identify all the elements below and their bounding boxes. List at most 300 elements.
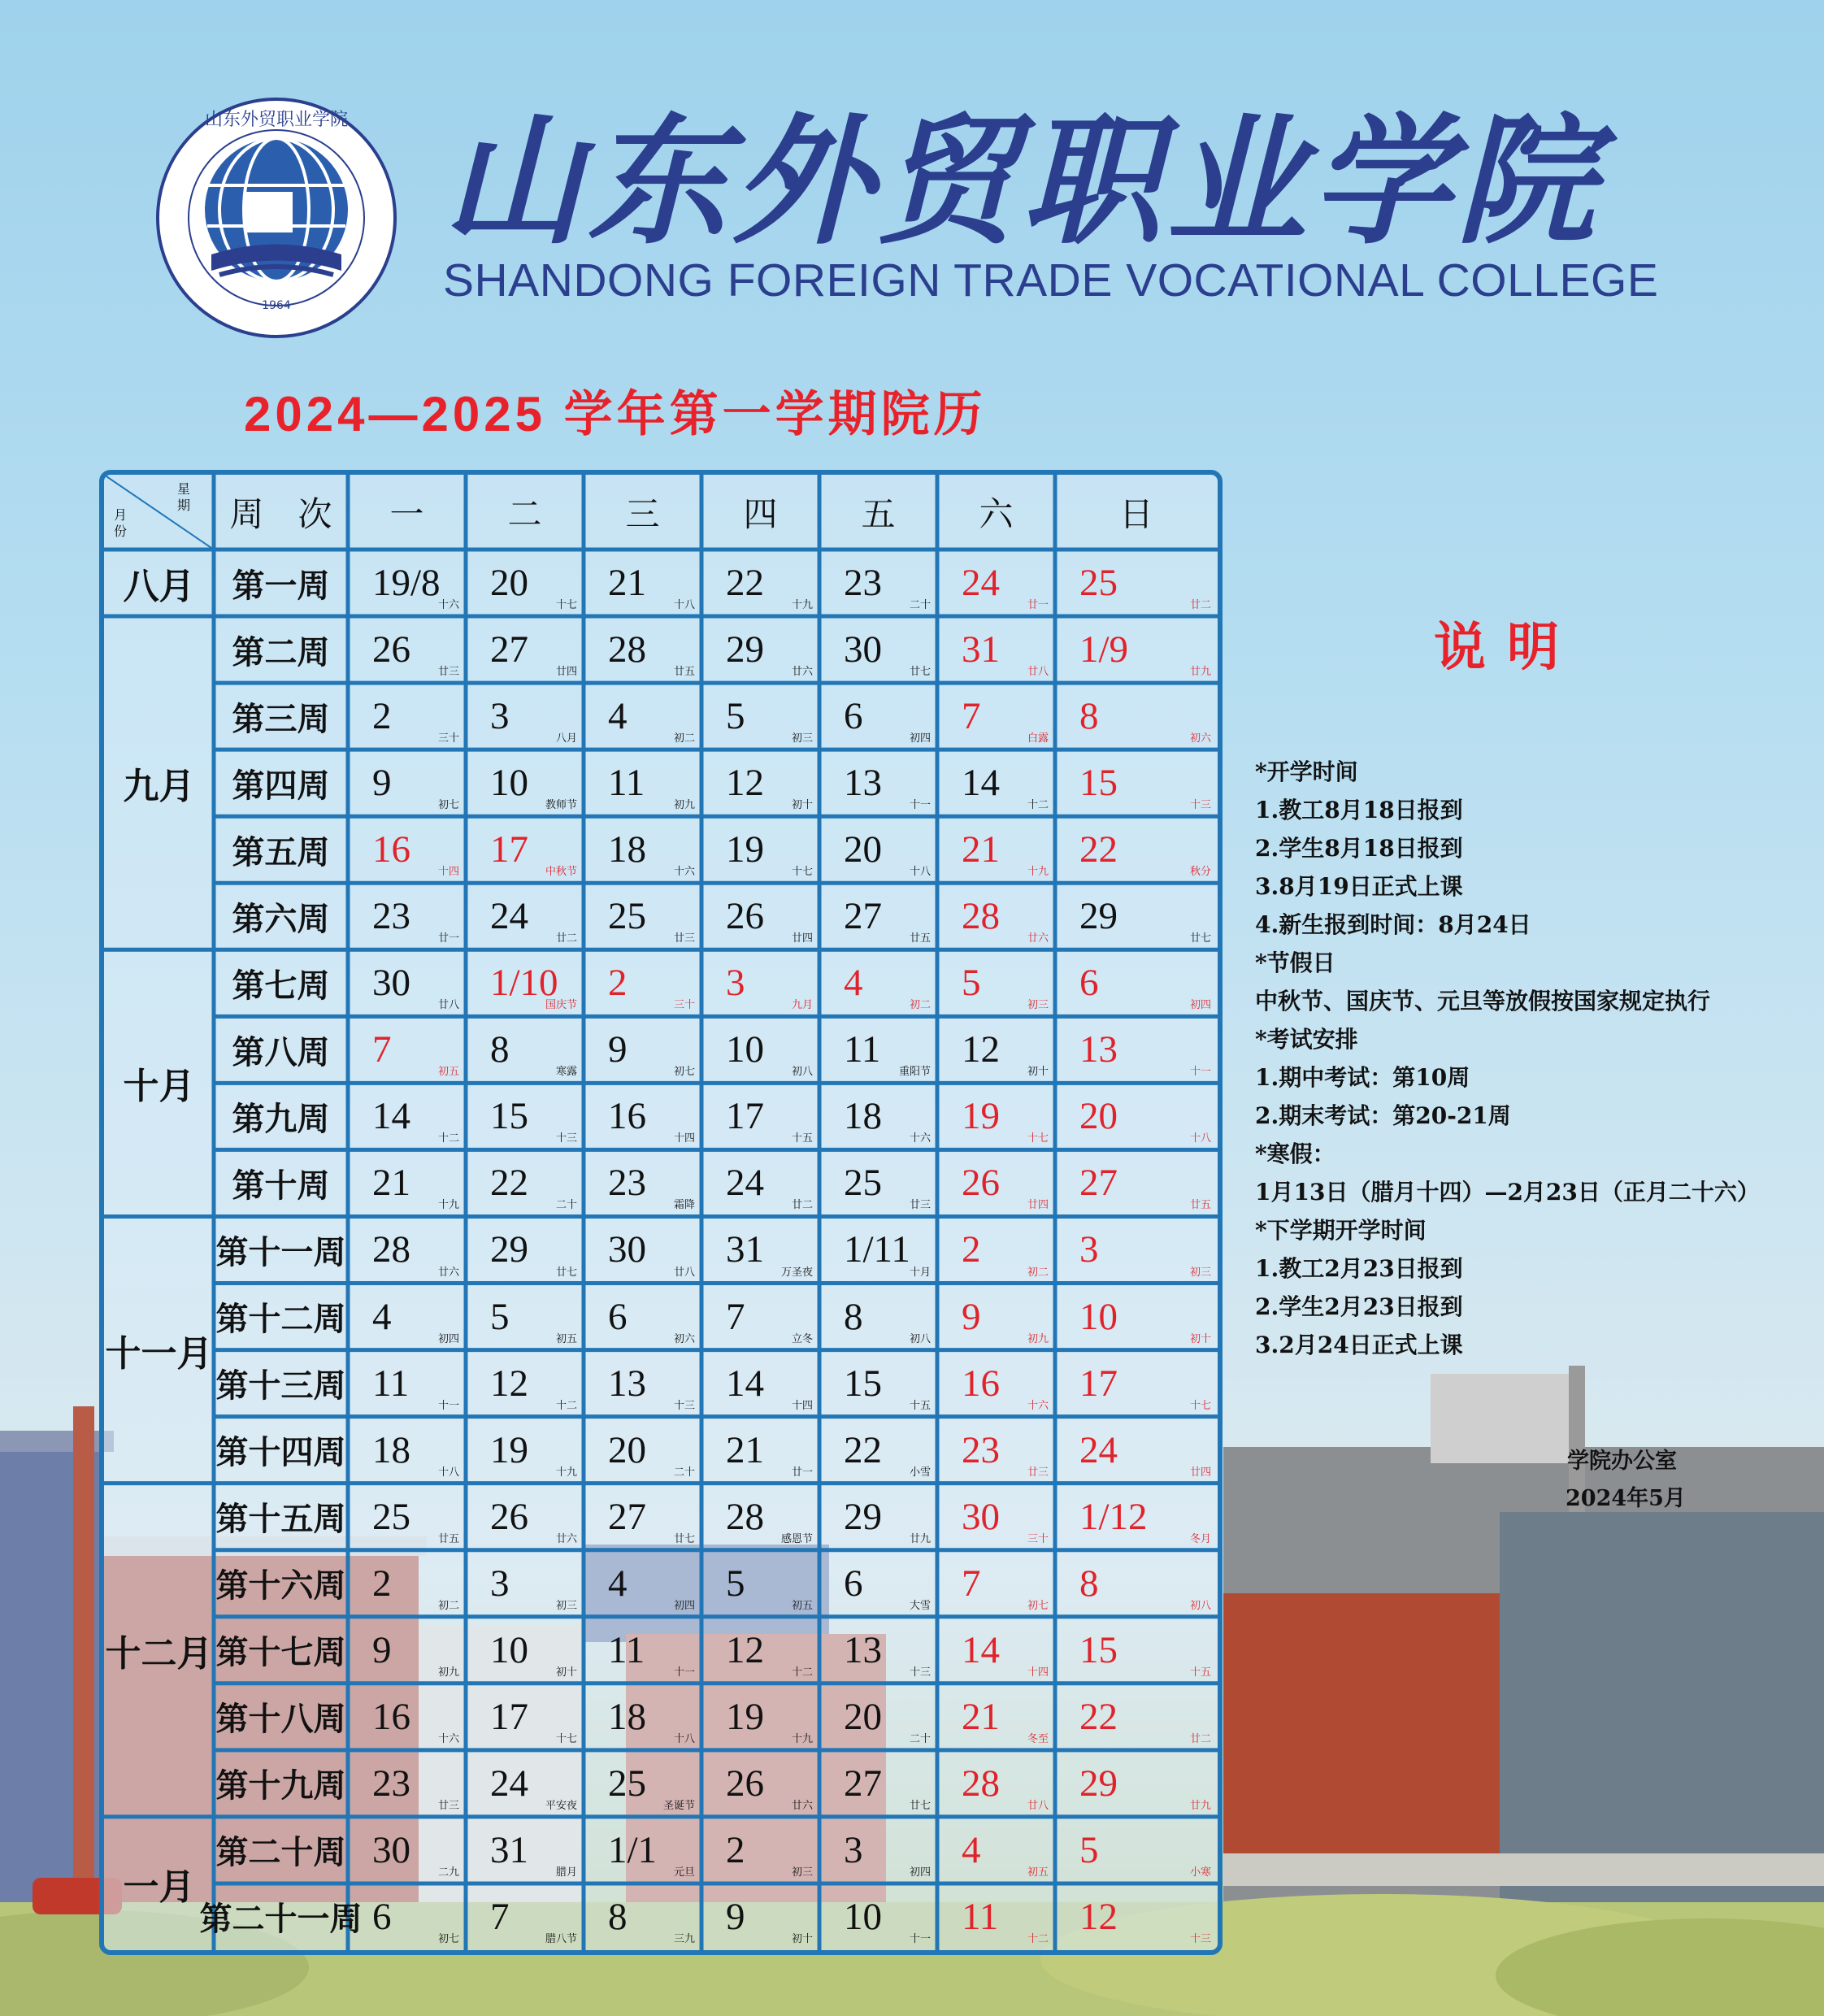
day-date: 25 — [372, 1495, 410, 1538]
day-lunar: 廿三 — [1027, 1466, 1049, 1479]
day-date: 20 — [844, 1695, 882, 1738]
day-cell — [726, 1617, 816, 1684]
note-line: 2.学生2月23日报到 — [1255, 1293, 1463, 1320]
day-lunar: 冬月 — [1189, 1532, 1211, 1545]
day-lunar: 十二 — [555, 1399, 577, 1412]
day-cell — [726, 1484, 816, 1550]
day-cell — [372, 616, 463, 683]
day-cell — [372, 1016, 463, 1083]
day-date: 23 — [372, 1762, 410, 1805]
day-date: 6 — [608, 1295, 628, 1338]
day-date: 20 — [844, 828, 882, 871]
day-date: 31 — [726, 1228, 764, 1271]
day-cell — [372, 1750, 463, 1817]
day-cell — [1079, 1883, 1214, 1950]
day-lunar: 十三 — [1189, 799, 1211, 812]
day-date: 10 — [1079, 1295, 1118, 1338]
day-lunar: 二十 — [909, 599, 931, 612]
day-lunar: 腊八节 — [545, 1932, 577, 1945]
day-date: 11 — [962, 1895, 999, 1938]
day-date: 20 — [1079, 1095, 1118, 1138]
signature-org: 学院办公室 — [1567, 1449, 1677, 1474]
day-cell — [372, 1684, 463, 1750]
day-cell — [962, 550, 1052, 616]
day-lunar: 初七 — [673, 1066, 695, 1079]
day-cell — [372, 683, 463, 749]
day-cell — [608, 1284, 698, 1350]
day-date: 29 — [490, 1228, 528, 1271]
day-lunar: 初四 — [1189, 999, 1211, 1012]
day-cell — [726, 1684, 816, 1750]
day-date: 13 — [844, 762, 882, 805]
day-lunar: 廿六 — [1027, 932, 1049, 945]
day-date: 8 — [844, 1295, 863, 1338]
note-line: 3.8月19日正式上课 — [1255, 873, 1463, 900]
day-lunar: 十一 — [909, 799, 931, 812]
day-date: 21 — [372, 1162, 410, 1205]
day-date: 30 — [844, 628, 882, 671]
day-date: 7 — [726, 1295, 745, 1338]
day-lunar: 十八 — [909, 866, 931, 879]
day-date: 11 — [608, 1628, 645, 1671]
day-lunar: 十二 — [791, 1666, 813, 1679]
day-lunar: 十六 — [437, 1732, 459, 1745]
day-date: 11 — [608, 762, 645, 805]
day-date: 1/11 — [844, 1228, 910, 1271]
day-cell — [608, 1817, 698, 1883]
day-date: 31 — [962, 628, 1000, 671]
day-cell — [372, 1284, 463, 1350]
week-label: 第八周 — [232, 1032, 330, 1071]
day-cell — [962, 1083, 1052, 1149]
note-line: 1.教工2月23日报到 — [1255, 1255, 1463, 1282]
day-lunar: 中秋节 — [545, 866, 577, 879]
day-cell — [372, 949, 463, 1016]
day-cell — [726, 550, 816, 616]
day-cell — [962, 1750, 1052, 1817]
day-lunar: 初二 — [909, 999, 931, 1012]
day-date: 24 — [726, 1162, 764, 1205]
day-date: 2 — [608, 962, 628, 1005]
day-cell — [1079, 1684, 1214, 1750]
day-lunar: 初九 — [437, 1666, 459, 1679]
day-date: 19 — [962, 1095, 1000, 1138]
day-cell — [1079, 1817, 1214, 1883]
day-lunar: 十八 — [673, 599, 695, 612]
day-date: 25 — [844, 1162, 882, 1205]
day-lunar: 寒露 — [555, 1066, 577, 1079]
day-cell — [490, 1083, 580, 1149]
day-date: 22 — [726, 562, 764, 604]
day-lunar: 廿九 — [1189, 1799, 1211, 1812]
note-line: 2.学生8月18日报到 — [1255, 835, 1463, 862]
day-cell — [608, 816, 698, 883]
day-date: 15 — [1079, 1628, 1118, 1671]
day-lunar: 初三 — [791, 1866, 813, 1879]
day-date: 14 — [372, 1095, 410, 1138]
day-cell — [726, 1016, 816, 1083]
academic-calendar-table — [99, 470, 1223, 1955]
day-cell — [962, 883, 1052, 949]
week-label: 第二十一周 — [199, 1900, 363, 1939]
day-date: 2 — [726, 1828, 745, 1871]
day-date: 29 — [1079, 1762, 1118, 1805]
day-lunar: 十五 — [909, 1399, 931, 1412]
month-label: 一月 — [123, 1866, 195, 1908]
day-cell — [962, 949, 1052, 1016]
day-cell — [844, 1350, 934, 1417]
day-date: 12 — [490, 1362, 528, 1405]
day-lunar: 初三 — [791, 732, 813, 745]
week-label: 第一周 — [232, 566, 330, 605]
day-date: 22 — [1079, 1695, 1118, 1738]
day-lunar: 十七 — [555, 599, 577, 612]
day-date: 12 — [726, 762, 764, 805]
day-cell — [608, 1617, 698, 1684]
day-cell — [844, 616, 934, 683]
day-date: 10 — [726, 1028, 764, 1071]
day-cell — [608, 1883, 698, 1950]
day-lunar: 十二 — [1027, 1932, 1049, 1945]
day-cell — [844, 1750, 934, 1817]
day-lunar: 十七 — [555, 1732, 577, 1745]
day-date: 30 — [608, 1228, 646, 1271]
day-date: 6 — [844, 1562, 863, 1605]
day-cell — [490, 1750, 580, 1817]
day-lunar: 廿七 — [909, 666, 931, 679]
day-cell — [490, 816, 580, 883]
day-lunar: 十三 — [673, 1399, 695, 1412]
day-cell — [844, 883, 934, 949]
day-lunar: 初二 — [1027, 1266, 1049, 1279]
day-cell — [372, 1817, 463, 1883]
day-cell — [962, 683, 1052, 749]
day-date: 1/9 — [1079, 628, 1129, 671]
week-label: 第二周 — [232, 632, 330, 671]
day-lunar: 十四 — [1027, 1666, 1049, 1679]
day-cell — [844, 1083, 934, 1149]
day-lunar: 初三 — [1027, 999, 1049, 1012]
day-lunar: 廿二 — [791, 1199, 813, 1212]
day-date: 3 — [490, 1562, 510, 1605]
day-cell — [372, 1083, 463, 1149]
day-lunar: 秋分 — [1189, 866, 1211, 879]
day-lunar: 廿七 — [555, 1266, 577, 1279]
day-date: 27 — [844, 895, 882, 938]
day-lunar: 廿三 — [673, 932, 695, 945]
week-label: 第十七周 — [215, 1633, 346, 1672]
day-date: 26 — [726, 895, 764, 938]
day-lunar: 十八 — [673, 1732, 695, 1745]
note-line: *下学期开学时间 — [1255, 1217, 1427, 1244]
day-lunar: 初四 — [437, 1332, 459, 1345]
day-date: 22 — [490, 1162, 528, 1205]
day-lunar: 初九 — [673, 799, 695, 812]
day-cell — [726, 749, 816, 816]
corner-label-month: 月份 — [114, 507, 128, 539]
week-label: 第十四周 — [215, 1433, 346, 1472]
day-date: 3 — [844, 1828, 863, 1871]
note-line: *节假日 — [1255, 949, 1335, 976]
day-cell — [608, 949, 698, 1016]
day-date: 22 — [1079, 828, 1118, 871]
note-line: 4.新生报到时间：8月24日 — [1255, 911, 1531, 938]
note-line: 1.期中考试：第10周 — [1255, 1064, 1470, 1091]
day-cell — [962, 1817, 1052, 1883]
day-cell — [490, 683, 580, 749]
day-date: 1/12 — [1079, 1495, 1148, 1538]
day-lunar: 十四 — [673, 1132, 695, 1145]
day-lunar: 教师节 — [545, 799, 577, 812]
day-cell — [372, 883, 463, 949]
day-cell — [844, 1149, 934, 1216]
day-date: 12 — [1079, 1895, 1118, 1938]
day-cell — [962, 1284, 1052, 1350]
day-cell — [372, 550, 463, 616]
day-cell — [962, 1016, 1052, 1083]
day-date: 27 — [490, 628, 528, 671]
day-date: 14 — [962, 762, 1000, 805]
day-lunar: 重阳节 — [898, 1066, 931, 1079]
day-date: 23 — [372, 895, 410, 938]
day-cell — [962, 1550, 1052, 1617]
day-date: 7 — [490, 1895, 510, 1938]
day-cell — [726, 1149, 816, 1216]
day-cell — [372, 749, 463, 816]
week-label: 第十六周 — [215, 1566, 346, 1605]
week-label: 第十周 — [232, 1166, 330, 1205]
day-cell — [490, 1617, 580, 1684]
day-lunar: 二十 — [555, 1199, 577, 1212]
day-date: 8 — [608, 1895, 628, 1938]
day-lunar: 十三 — [555, 1132, 577, 1145]
weekday-header: 一 — [389, 494, 424, 534]
day-lunar: 大雪 — [909, 1599, 931, 1612]
day-date: 16 — [962, 1362, 1000, 1405]
day-cell — [608, 1216, 698, 1283]
day-cell — [1079, 749, 1214, 816]
day-cell — [844, 949, 934, 1016]
day-lunar: 初二 — [437, 1599, 459, 1612]
day-lunar: 三十 — [673, 999, 695, 1012]
day-cell — [1079, 1484, 1214, 1550]
day-lunar: 二十 — [909, 1732, 931, 1745]
day-date: 18 — [608, 828, 646, 871]
weekday-header: 二 — [507, 494, 542, 534]
day-cell — [726, 949, 816, 1016]
day-lunar: 十九 — [1027, 866, 1049, 879]
day-cell — [726, 1417, 816, 1484]
day-date: 25 — [1079, 562, 1118, 604]
day-cell — [490, 1216, 580, 1283]
day-lunar: 十三 — [1189, 1932, 1211, 1945]
day-cell — [490, 1883, 580, 1950]
day-date: 12 — [726, 1628, 764, 1671]
day-date: 5 — [1079, 1828, 1099, 1871]
day-lunar: 十一 — [437, 1399, 459, 1412]
day-lunar: 十月 — [909, 1266, 931, 1279]
day-lunar: 初三 — [555, 1599, 577, 1612]
day-date: 28 — [372, 1228, 410, 1271]
day-date: 5 — [726, 695, 745, 738]
day-cell — [962, 749, 1052, 816]
day-cell — [1079, 1617, 1214, 1684]
week-label: 第四周 — [232, 766, 330, 805]
day-lunar: 圣诞节 — [662, 1799, 695, 1812]
day-date: 9 — [608, 1028, 628, 1071]
day-date: 6 — [372, 1895, 392, 1938]
day-cell — [608, 1684, 698, 1750]
week-label: 第十三周 — [215, 1366, 346, 1406]
day-cell — [726, 1216, 816, 1283]
day-cell — [726, 683, 816, 749]
day-date: 29 — [1079, 895, 1118, 938]
week-label: 第七周 — [232, 966, 330, 1005]
day-lunar: 十六 — [673, 866, 695, 879]
college-name-english: SHANDONG FOREIGN TRADE VOCATIONAL COLLEGE — [443, 254, 1659, 306]
day-cell — [490, 1417, 580, 1484]
day-cell — [372, 1617, 463, 1684]
day-lunar: 初四 — [909, 732, 931, 745]
day-cell — [490, 949, 580, 1016]
weekday-header: 六 — [979, 494, 1014, 534]
day-cell — [1079, 616, 1214, 683]
day-cell — [844, 683, 934, 749]
day-date: 4 — [372, 1295, 392, 1338]
week-label: 第六周 — [232, 899, 330, 938]
day-date: 19 — [726, 1695, 764, 1738]
day-cell — [726, 1083, 816, 1149]
day-date: 7 — [372, 1028, 392, 1071]
day-date: 2 — [372, 695, 392, 738]
day-lunar: 初七 — [437, 799, 459, 812]
day-lunar: 初八 — [791, 1066, 813, 1079]
college-name-chinese: 山东外贸职业学院 — [443, 98, 1600, 263]
month-label: 九月 — [123, 766, 195, 808]
week-label: 第十九周 — [215, 1766, 346, 1805]
day-lunar: 十五 — [791, 1132, 813, 1145]
day-lunar: 廿四 — [791, 932, 813, 945]
day-lunar: 九月 — [791, 999, 813, 1012]
day-date: 10 — [490, 1628, 528, 1671]
day-lunar: 十二 — [437, 1132, 459, 1145]
day-lunar: 初八 — [909, 1332, 931, 1345]
day-lunar: 廿四 — [555, 666, 577, 679]
day-cell — [608, 1484, 698, 1550]
day-lunar: 廿八 — [673, 1266, 695, 1279]
day-date: 6 — [1079, 962, 1099, 1005]
day-lunar: 廿二 — [555, 932, 577, 945]
note-line: 2.期末考试：第20-21周 — [1255, 1102, 1511, 1129]
month-label: 十二月 — [105, 1632, 213, 1675]
day-date: 26 — [490, 1495, 528, 1538]
day-cell — [608, 616, 698, 683]
day-cell — [844, 1284, 934, 1350]
day-cell — [1079, 1417, 1214, 1484]
day-date: 16 — [372, 1695, 410, 1738]
day-lunar: 立冬 — [791, 1332, 813, 1345]
day-date: 9 — [726, 1895, 745, 1938]
day-date: 17 — [490, 1695, 528, 1738]
day-cell — [726, 883, 816, 949]
day-lunar: 初五 — [1027, 1866, 1049, 1879]
day-lunar: 十七 — [1027, 1132, 1049, 1145]
day-cell — [844, 1817, 934, 1883]
weekday-header: 五 — [861, 494, 896, 534]
day-cell — [490, 1149, 580, 1216]
day-cell — [372, 1417, 463, 1484]
day-date: 20 — [490, 562, 528, 604]
day-lunar: 霜降 — [673, 1199, 695, 1212]
day-lunar: 十三 — [909, 1666, 931, 1679]
day-lunar: 十二 — [1027, 799, 1049, 812]
day-lunar: 廿五 — [1189, 1199, 1211, 1212]
day-date: 31 — [490, 1828, 528, 1871]
day-lunar: 廿五 — [673, 666, 695, 679]
week-label: 第十一周 — [215, 1232, 346, 1271]
calendar-title: 2024—2025 学年第一学期院历 — [244, 387, 987, 441]
note-line: *寒假： — [1255, 1141, 1335, 1167]
day-date: 15 — [844, 1362, 882, 1405]
month-label: 八月 — [123, 566, 195, 608]
svg-text:1964: 1964 — [262, 299, 291, 312]
day-date: 30 — [372, 962, 410, 1005]
day-cell — [1079, 1550, 1214, 1617]
day-lunar: 廿九 — [909, 1532, 931, 1545]
day-date: 18 — [372, 1428, 410, 1471]
weekday-header: 三 — [625, 494, 660, 534]
day-lunar: 廿八 — [1027, 1799, 1049, 1812]
day-lunar: 廿一 — [791, 1466, 813, 1479]
day-lunar: 感恩节 — [780, 1532, 813, 1545]
day-lunar: 二十 — [673, 1466, 695, 1479]
day-cell — [372, 1149, 463, 1216]
day-lunar: 小寒 — [1189, 1866, 1211, 1879]
day-cell — [1079, 1284, 1214, 1350]
day-cell — [962, 1617, 1052, 1684]
day-lunar: 十九 — [437, 1199, 459, 1212]
day-lunar: 初八 — [1189, 1599, 1211, 1612]
day-date: 30 — [372, 1828, 410, 1871]
day-date: 7 — [962, 695, 981, 738]
day-lunar: 小雪 — [909, 1466, 931, 1479]
day-date: 5 — [726, 1562, 745, 1605]
day-cell — [726, 1750, 816, 1817]
day-cell — [1079, 949, 1214, 1016]
day-cell — [1079, 1216, 1214, 1283]
day-cell — [1079, 816, 1214, 883]
day-lunar: 十八 — [437, 1466, 459, 1479]
day-date: 26 — [726, 1762, 764, 1805]
day-lunar: 初九 — [1027, 1332, 1049, 1345]
day-date: 19/8 — [372, 562, 441, 604]
day-cell — [608, 1350, 698, 1417]
day-lunar: 三九 — [673, 1932, 695, 1945]
day-cell — [726, 1350, 816, 1417]
day-date: 3 — [1079, 1228, 1099, 1271]
day-date: 19 — [490, 1428, 528, 1471]
day-lunar: 廿三 — [437, 666, 459, 679]
day-lunar: 廿一 — [1027, 599, 1049, 612]
month-label: 十一月 — [105, 1332, 213, 1375]
day-lunar: 初六 — [1189, 732, 1211, 745]
weekday-header: 日 — [1118, 494, 1153, 534]
day-cell — [490, 1016, 580, 1083]
day-lunar: 十九 — [791, 599, 813, 612]
week-label: 第十五周 — [215, 1500, 346, 1539]
week-label: 第二十周 — [215, 1833, 346, 1872]
day-cell — [608, 1417, 698, 1484]
